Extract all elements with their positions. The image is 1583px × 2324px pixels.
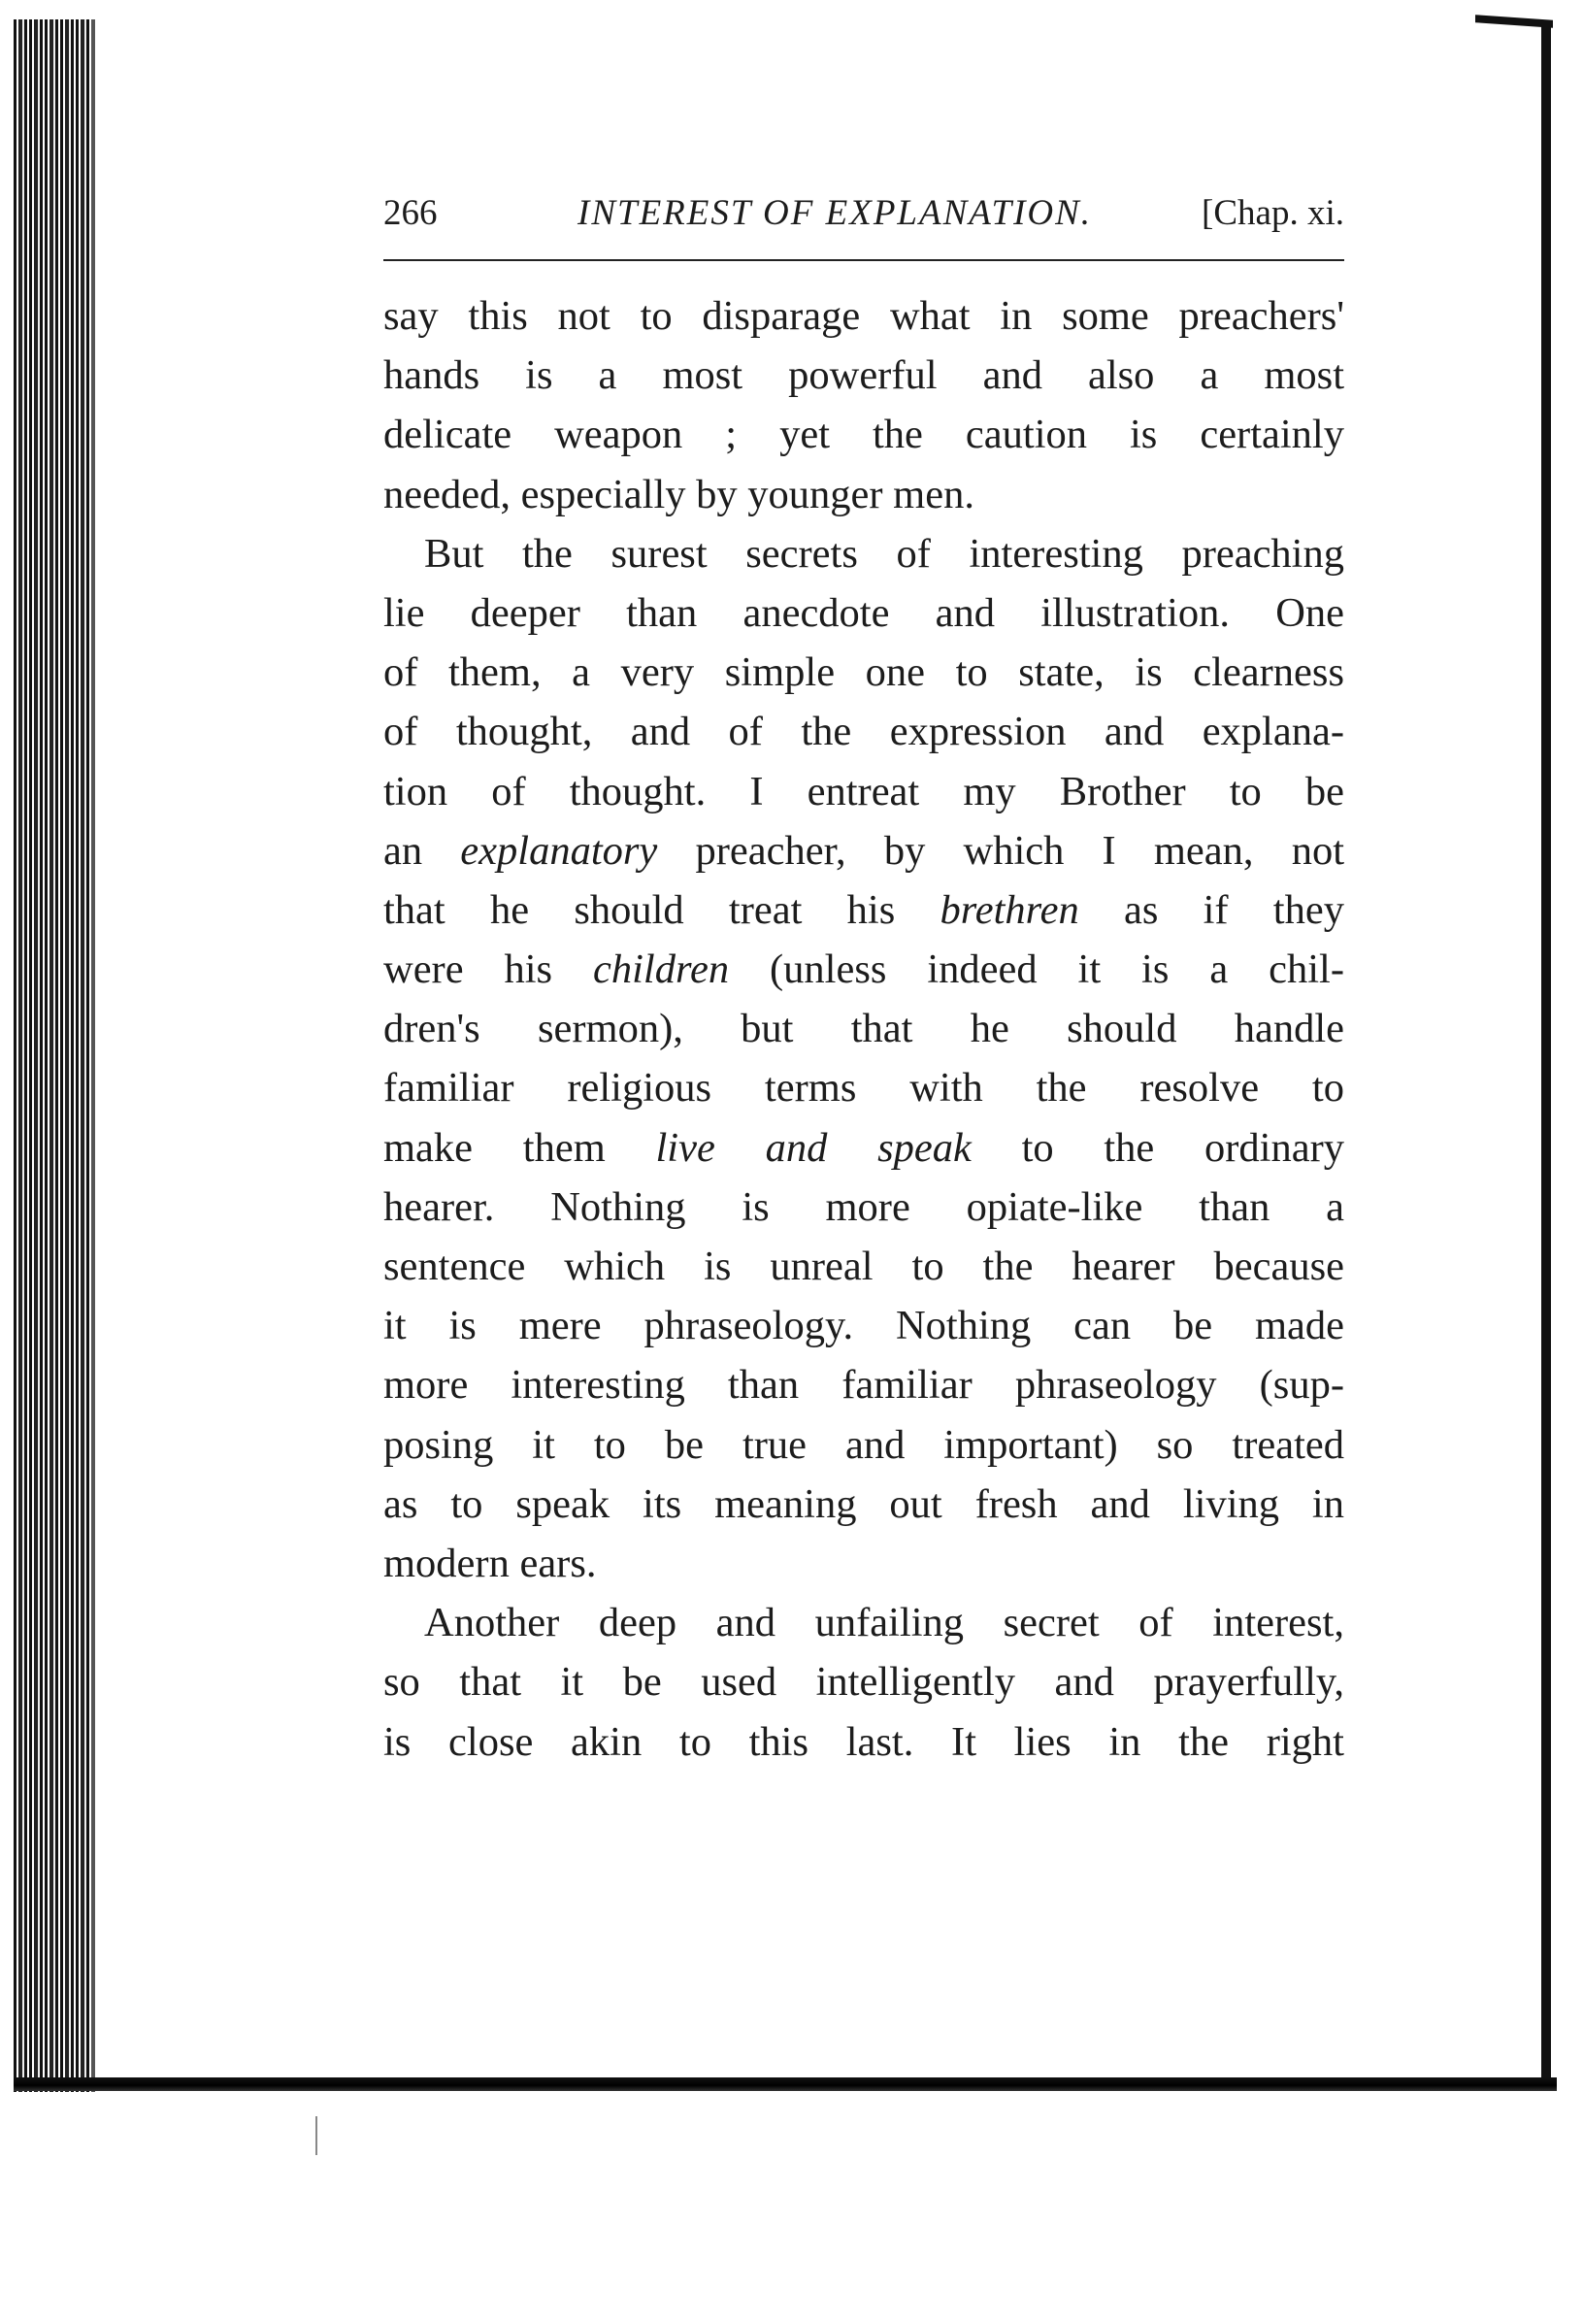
text-line: sentence which is unreal to the hearer because (383, 1244, 1344, 1289)
text-line: dren's sermon), but that he should handle (383, 1006, 1344, 1052)
italic-term: explanatory (460, 827, 658, 874)
text-line: hands is a most powerful and also a most (383, 352, 1344, 399)
text-line: familiar religious terms with the resolve to (383, 1065, 1344, 1112)
book-binding (14, 19, 91, 2092)
running-head (383, 184, 1344, 243)
chapter-reference: [Chap. xi. (1202, 193, 1344, 233)
text-line: were his children (unless indeed it is a chil- (383, 946, 1344, 993)
paragraph-start-line: But the surest secrets of interesting preaching (424, 530, 1344, 577)
text-line: say this not to disparage what in some preachers' (383, 293, 1344, 339)
page-bottom-edge (14, 2077, 1557, 2091)
italic-term: brethren (940, 886, 1079, 933)
text-line: an explanatory preacher, by which I mean, not (383, 827, 1344, 874)
book-page (383, 184, 1345, 1765)
header-rule (383, 259, 1344, 261)
text-line: as to speak its meaning out fresh and living in (383, 1480, 1344, 1527)
text-line: of thought, and of the expression and explana- (383, 709, 1344, 755)
text-line: modern ears. (383, 1540, 597, 1586)
body-text (383, 286, 1344, 1772)
text-line: it is mere phraseology. Nothing can be made (383, 1303, 1344, 1349)
text-line: of them, a very simple one to state, is clearness (383, 649, 1344, 696)
page-right-edge (1541, 21, 1551, 2089)
text-line: so that it be used intelligently and prayerfully, (383, 1659, 1344, 1706)
text-line: more interesting than familiar phraseology (sup- (383, 1362, 1344, 1409)
italic-term: children (593, 946, 730, 993)
text-line: posing it to be true and important) so treated (383, 1421, 1344, 1468)
text-line: make them live and speak to the ordinary (383, 1124, 1345, 1171)
stray-mark (315, 2116, 317, 2155)
paragraph-start-line: Another deep and unfailing secret of interest, (424, 1600, 1344, 1646)
running-title: INTEREST OF EXPLANATION. (577, 193, 1093, 233)
text-line: hearer. Nothing is more opiate-like than a (383, 1183, 1344, 1230)
binding-edge (91, 19, 95, 2092)
text-line: needed, especially by younger men. (383, 471, 974, 517)
text-line: that he should treat his brethren as if they (383, 886, 1344, 933)
italic-term: live and speak (655, 1124, 972, 1171)
text-line: tion of thought. I entreat my Brother to be (383, 768, 1344, 814)
text-line: lie deeper than anecdote and illustration. One (383, 589, 1344, 636)
text-line: is close akin to this last. It lies in the right (383, 1718, 1344, 1765)
text-line: delicate weapon ; yet the caution is certainly (383, 412, 1344, 458)
page-number: 266 (383, 193, 438, 233)
